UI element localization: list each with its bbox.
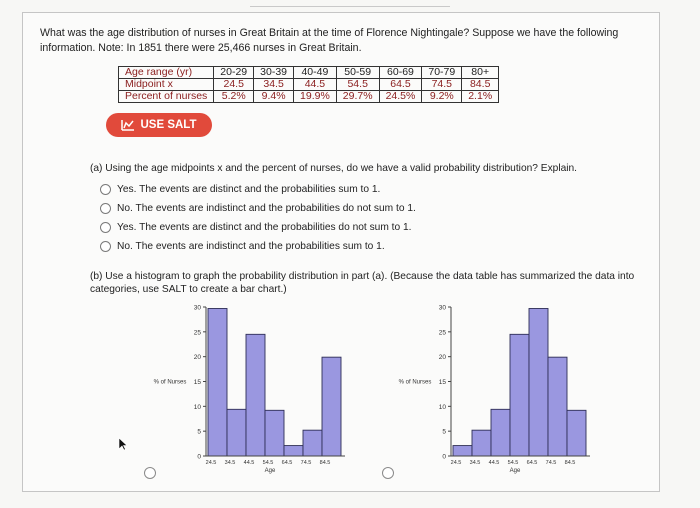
- y-tick-label: 30: [193, 304, 201, 312]
- radio-button[interactable]: [100, 184, 111, 195]
- table-cell: 70-79: [422, 67, 462, 79]
- table-cell: 40-49: [294, 67, 337, 79]
- y-tick-label: 25: [438, 329, 446, 337]
- x-tick-label: 84.5: [319, 460, 331, 466]
- x-tick-label: 34.5: [469, 460, 481, 466]
- y-tick-label: 10: [438, 403, 446, 411]
- y-tick-label: 10: [193, 403, 201, 411]
- x-tick-label: 64.5: [281, 460, 293, 466]
- table-cell: 34.5: [254, 79, 294, 91]
- part-a-option-1[interactable]: [100, 180, 650, 199]
- table-cell: 19.9%: [294, 91, 337, 103]
- chart-choice-2-radio[interactable]: [382, 467, 394, 479]
- y-tick-label: 20: [193, 354, 201, 362]
- data-table: [118, 66, 499, 103]
- part-a-option-4[interactable]: [100, 237, 650, 256]
- table-cell: 5.2%: [214, 91, 254, 103]
- histogram-bar: [567, 410, 586, 456]
- row-label-percent: Percent of nurses: [119, 91, 214, 103]
- table-cell: 44.5: [294, 79, 337, 91]
- table-cell: 20-29: [214, 67, 254, 79]
- y-tick-label: 15: [438, 379, 446, 386]
- histogram-choice-2[interactable]: [385, 300, 595, 485]
- row-label-age-range: Age range (yr): [119, 67, 214, 79]
- histogram-bar: [491, 409, 510, 456]
- x-tick-label: 54.5: [262, 460, 274, 466]
- option-label: No. The events are indistinct and the probabilities do not sum to 1.: [117, 203, 416, 214]
- x-axis-label: Age: [509, 468, 521, 474]
- histogram-bar: [303, 430, 322, 456]
- table-cell: 60-69: [379, 67, 422, 79]
- table-cell: 9.4%: [254, 91, 294, 103]
- part-b-question-line-1: (b) Use a histogram to graph the probability distribution in part (a). (Because the data table has summarized the data into: [90, 271, 635, 282]
- histogram-choice-1[interactable]: [140, 300, 350, 485]
- radio-button[interactable]: [100, 203, 111, 214]
- table-cell: 24.5%: [379, 91, 422, 103]
- top-edge: [250, 0, 450, 7]
- option-label: No. The events are indistinct and the probabilities sum to 1.: [117, 241, 385, 252]
- intro-line-2: information. Note: In 1851 there were 25,466 nurses in Great Britain.: [40, 42, 362, 54]
- use-salt-label: USE SALT: [140, 119, 197, 131]
- histogram-bar: [284, 446, 303, 456]
- part-b-question-line-2: categories, use SALT to create a bar chart.): [90, 284, 287, 295]
- salt-chart-icon: [121, 119, 135, 131]
- x-tick-label: 74.5: [545, 460, 557, 466]
- part-a-question: (a) Using the age midpoints x and the percent of nurses, do we have a valid probability distribution? Explain.: [90, 163, 578, 174]
- table-cell: 30-39: [254, 67, 294, 79]
- x-tick-label: 34.5: [224, 460, 236, 466]
- intro-line-1: What was the age distribution of nurses in Great Britain at the time of Florence Nightingale? Suppose we have the following: [40, 27, 619, 39]
- histogram-bar: [453, 446, 472, 456]
- x-tick-label: 84.5: [564, 460, 576, 466]
- use-salt-button[interactable]: [106, 113, 212, 137]
- y-tick-label: 20: [438, 354, 446, 362]
- table-cell: 29.7%: [336, 91, 379, 103]
- x-tick-label: 74.5: [300, 460, 312, 466]
- y-axis-label: % of Nurses: [153, 379, 187, 386]
- histogram-bar: [548, 357, 567, 456]
- table-cell: 74.5: [422, 79, 462, 91]
- y-tick-label: 0: [442, 453, 446, 461]
- x-tick-label: 64.5: [526, 460, 538, 466]
- y-tick-label: 5: [442, 428, 446, 436]
- chart-choice-1-radio[interactable]: [144, 467, 156, 479]
- table-row: [119, 79, 499, 91]
- table-cell: 80+: [462, 67, 499, 79]
- y-tick-label: 5: [197, 428, 201, 436]
- table-cell: 50-59: [336, 67, 379, 79]
- y-axis-label: % of Nurses: [398, 379, 432, 386]
- part-b: [90, 270, 660, 296]
- table-cell: 84.5: [462, 79, 499, 91]
- histogram-bar: [510, 334, 529, 456]
- radio-button[interactable]: [100, 241, 111, 252]
- table-cell: 24.5: [214, 79, 254, 91]
- x-tick-label: 54.5: [507, 460, 519, 466]
- part-a-option-3[interactable]: [100, 218, 650, 237]
- option-label: Yes. The events are distinct and the probabilities do not sum to 1.: [117, 222, 412, 233]
- table-cell: 64.5: [379, 79, 422, 91]
- histogram-bar: [227, 409, 246, 456]
- radio-button[interactable]: [100, 222, 111, 233]
- table-row: [119, 91, 499, 103]
- y-tick-label: 15: [193, 379, 201, 386]
- part-a-option-2[interactable]: [100, 199, 650, 218]
- histogram-bar: [322, 357, 341, 456]
- y-tick-label: 0: [197, 453, 201, 461]
- histogram-chart: [140, 300, 350, 480]
- option-label: Yes. The events are distinct and the probabilities sum to 1.: [117, 184, 381, 195]
- histogram-bar: [208, 308, 227, 456]
- x-tick-label: 24.5: [205, 460, 217, 466]
- y-tick-label: 25: [193, 329, 201, 337]
- histogram-bar: [472, 430, 491, 456]
- x-tick-label: 44.5: [243, 460, 255, 466]
- histogram-bar: [246, 334, 265, 456]
- intro-text: [40, 26, 660, 56]
- x-tick-label: 24.5: [450, 460, 462, 466]
- x-tick-label: 44.5: [488, 460, 500, 466]
- table-cell: 54.5: [336, 79, 379, 91]
- row-label-midpoint: Midpoint x: [119, 79, 214, 91]
- histogram-bar: [529, 308, 548, 456]
- histogram-chart: [385, 300, 595, 480]
- x-axis-label: Age: [264, 468, 276, 474]
- table-row: [119, 67, 499, 79]
- histogram-bar: [265, 410, 284, 456]
- table-cell: 9.2%: [422, 91, 462, 103]
- y-tick-label: 30: [438, 304, 446, 312]
- part-a: [90, 163, 650, 256]
- mouse-cursor-icon: [118, 437, 128, 451]
- table-cell: 2.1%: [462, 91, 499, 103]
